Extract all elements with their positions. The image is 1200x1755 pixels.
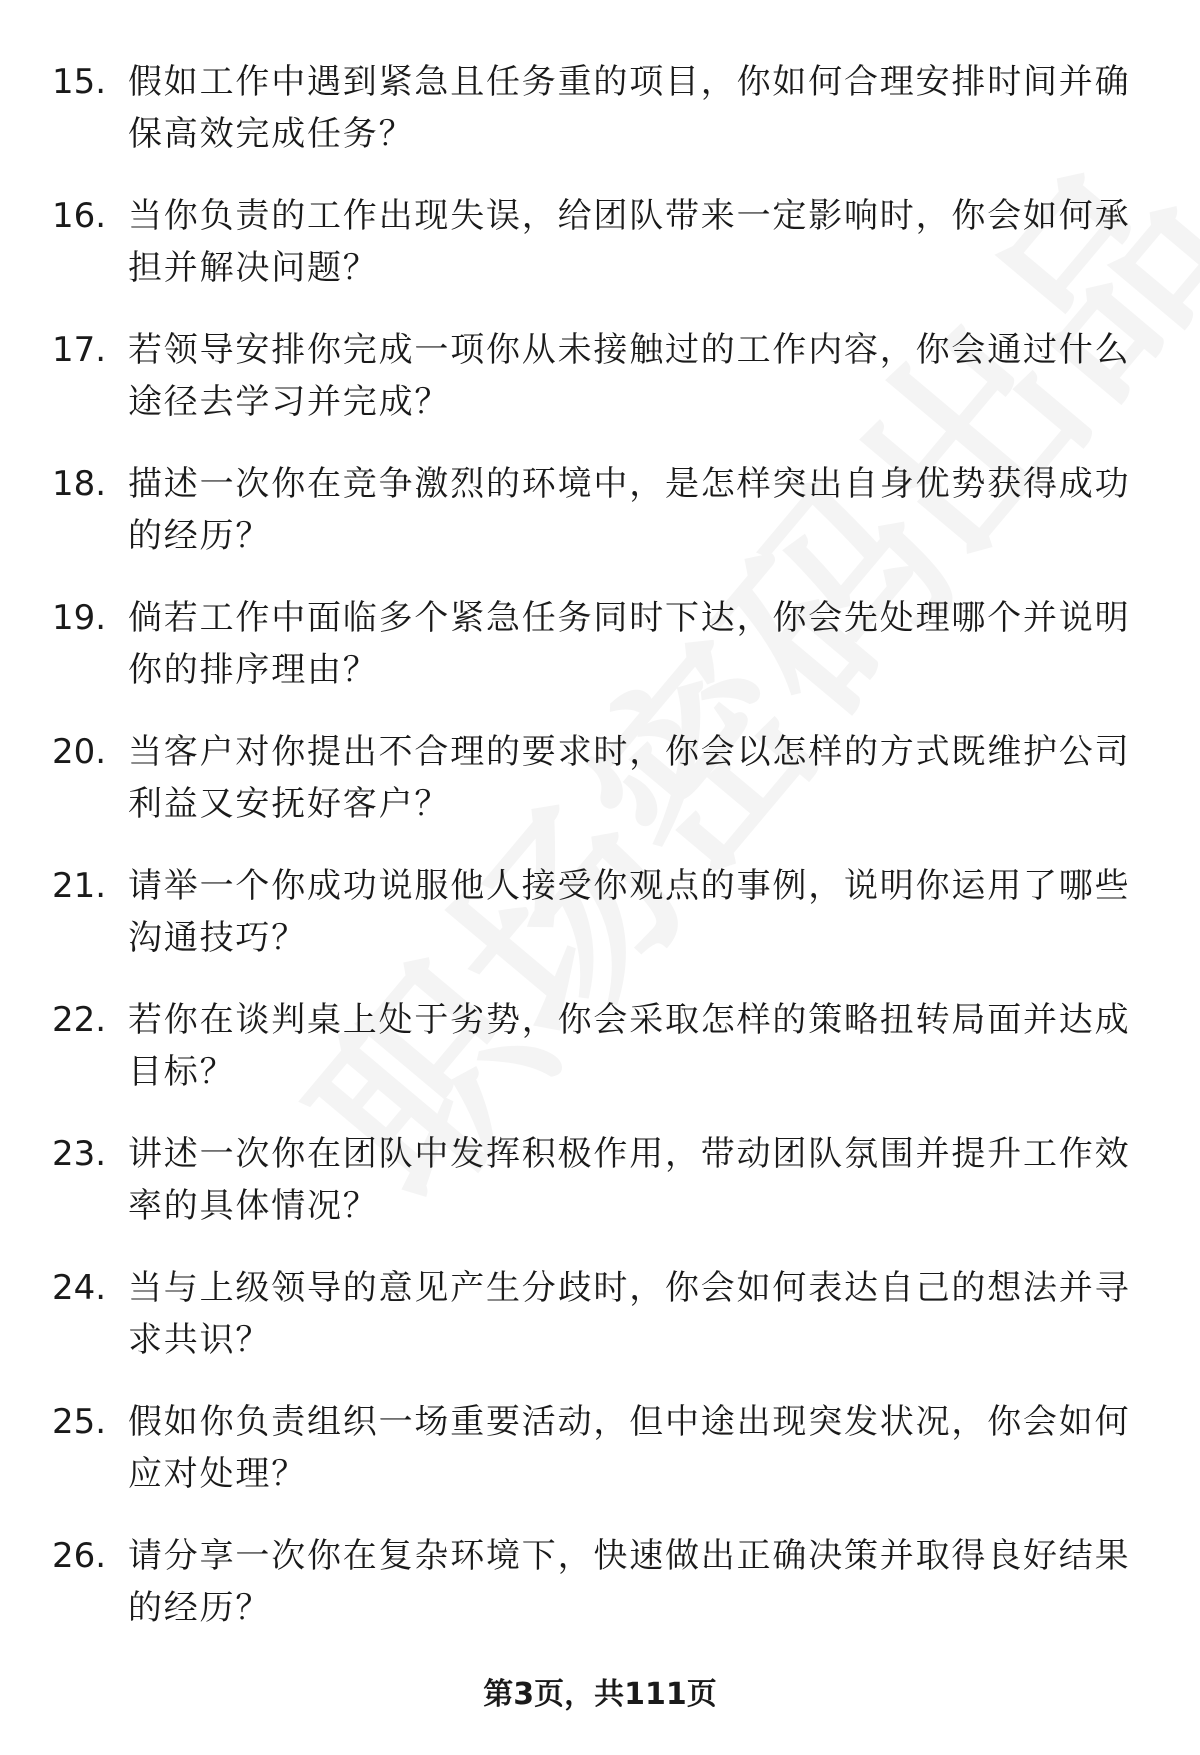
question-text: 假如你负责组织一场重要活动，但中途出现突发状况，你会如何应对处理？: [128, 1402, 1131, 1494]
page-footer: 第3页，共111页: [483, 1677, 717, 1712]
question-text: 假如工作中遇到紧急且任务重的项目，你如何合理安排时间并确保高效完成任务？: [128, 62, 1131, 154]
question-item: [0, 458, 1200, 592]
question-number: 25.: [52, 1402, 107, 1442]
question-text: 若你在谈判桌上处于劣势，你会采取怎样的策略扭转局面并达成目标？: [128, 1000, 1131, 1092]
question-text: 当与上级领导的意见产生分歧时，你会如何表达自己的想法并寻求共识？: [128, 1268, 1131, 1360]
question-number: 21.: [52, 866, 107, 906]
question-number: 20.: [52, 732, 107, 772]
question-item: [0, 1530, 1200, 1664]
question-text: 若领导安排你完成一项你从未接触过的工作内容，你会通过什么途径去学习并完成？: [128, 330, 1131, 422]
question-item: [0, 860, 1200, 994]
question-number: 23.: [52, 1134, 107, 1174]
question-item: [0, 56, 1200, 190]
question-item: [0, 1396, 1200, 1530]
question-text: 描述一次你在竞争激烈的环境中，是怎样突出自身优势获得成功的经历？: [128, 464, 1131, 556]
question-text: 请举一个你成功说服他人接受你观点的事例，说明你运用了哪些沟通技巧？: [128, 866, 1131, 958]
question-list: [0, 56, 1200, 1664]
question-item: [0, 592, 1200, 726]
question-text: 倘若工作中面临多个紧急任务同时下达，你会先处理哪个并说明你的排序理由？: [128, 598, 1131, 690]
question-item: [0, 1262, 1200, 1396]
question-number: 24.: [52, 1268, 107, 1308]
question-text: 当客户对你提出不合理的要求时，你会以怎样的方式既维护公司利益又安抚好客户？: [128, 732, 1131, 824]
question-number: 15.: [52, 62, 107, 102]
question-text: 讲述一次你在团队中发挥积极作用，带动团队氛围并提升工作效率的具体情况？: [128, 1134, 1131, 1226]
question-text: 请分享一次你在复杂环境下，快速做出正确决策并取得良好结果的经历？: [128, 1536, 1131, 1628]
question-item: [0, 994, 1200, 1128]
question-number: 19.: [52, 598, 107, 638]
question-item: [0, 324, 1200, 458]
question-item: [0, 1128, 1200, 1262]
question-text: 当你负责的工作出现失误，给团队带来一定影响时，你会如何承担并解决问题？: [128, 196, 1131, 288]
question-number: 18.: [52, 464, 107, 504]
question-number: 17.: [52, 330, 107, 370]
question-item: [0, 726, 1200, 860]
question-number: 16.: [52, 196, 107, 236]
question-item: [0, 190, 1200, 324]
question-number: 26.: [52, 1536, 107, 1576]
question-number: 22.: [52, 1000, 107, 1040]
